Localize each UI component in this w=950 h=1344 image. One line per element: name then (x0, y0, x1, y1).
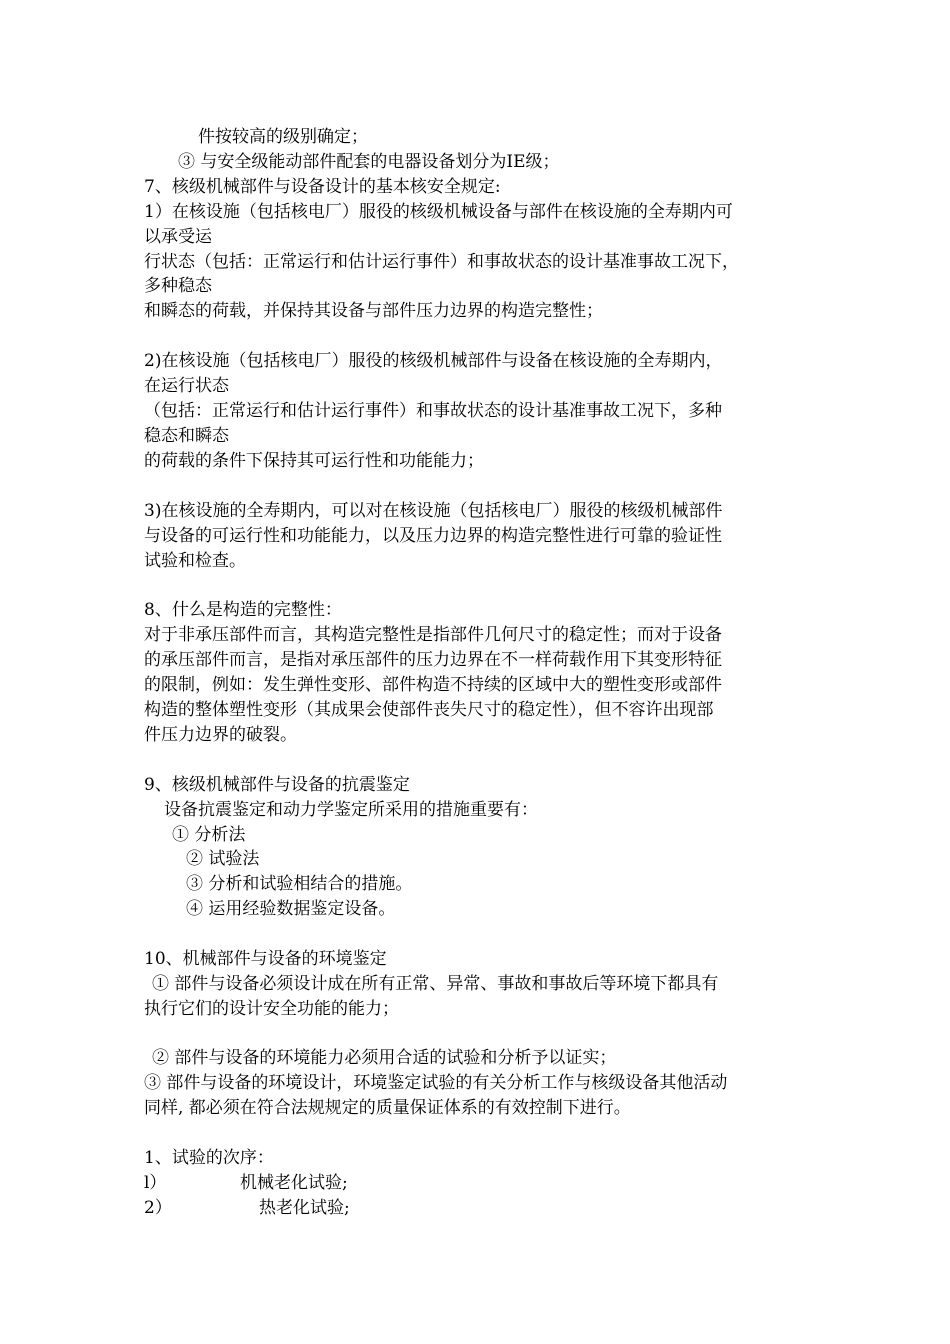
text-line-6: 行状态（包括：正常运行和估计运行事件）和事故状态的设计基准事故工况下， (144, 252, 739, 272)
text-line-2: ③ 与安全级能动部件配套的电器设备划分为IE级； (178, 152, 560, 172)
text-line-15: 与设备的可运行性和功能能力，以及压力边界的构造完整性进行可靠的验证性 (144, 526, 722, 546)
text-line-4: 1）在核设施（包括核电厂）服役的核级机械设备与部件在核设施的全寿期内可 (144, 202, 733, 222)
text-line-14: 3)在核设施的全寿期内，可以对在核设施（包括核电厂）服役的核级机械部件 (144, 501, 723, 521)
test-item-1-label: 机械老化试验; (240, 1173, 348, 1193)
text-line-8: 和瞬态的荷载，并保持其设备与部件压力边界的构造完整性； (144, 301, 603, 321)
list-item-3: ③ 分析和试验相结合的措施。 (186, 874, 413, 894)
text-line-33: ③ 部件与设备的环境设计，环境鉴定试验的有关分析工作与核级设备其他活动 (144, 1073, 728, 1093)
section-7-heading: 7、核级机械部件与设备设计的基本核安全规定: (144, 177, 501, 197)
list-item-4: ④ 运用经验数据鉴定设备。 (186, 899, 396, 919)
text-line-13: 的荷载的条件下保持其可运行性和功能能力； (144, 451, 484, 471)
text-line-10: 在运行状态 (144, 376, 229, 396)
text-line-9: 2)在核设施（包括核电厂）服役的核级机械部件与设备在核设施的全寿期内， (144, 351, 723, 371)
section-8-heading: 8、什么是构造的完整性： (144, 600, 342, 620)
text-line-11: （包括：正常运行和估计运行事件）和事故状态的设计基准事故工况下，多种 (144, 401, 722, 421)
text-line-12: 稳态和瞬态 (144, 426, 229, 446)
section-9-heading: 9、核级机械部件与设备的抗震鉴定 (144, 775, 410, 795)
text-line-20: 的限制，例如：发生弹性变形、部件构造不持续的区域中大的塑性变形或部件 (144, 675, 722, 695)
text-line-21: 构造的整体塑性变形（其成果会使部件丧失尺寸的稳定性），但不容许出现部 (144, 700, 714, 720)
text-line-30: ① 部件与设备必须设计成在所有正常、异常、事故和事故后等环境下都具有 (152, 974, 719, 994)
list-item-1: ① 分析法 (172, 825, 246, 845)
test-item-2-number: 2） (144, 1198, 172, 1218)
test-item-1-number: l） (144, 1173, 167, 1193)
text-line-19: 的承压部件而言，是指对承压部件的压力边界在不一样荷载作用下其变形特征 (144, 650, 722, 670)
test-order-heading: 1、试验的次序： (144, 1148, 274, 1168)
text-line-32: ② 部件与设备的环境能力必须用合适的试验和分析予以证实； (152, 1048, 617, 1068)
text-line-16: 试验和检查。 (144, 551, 246, 571)
text-line-24: 设备抗震鉴定和动力学鉴定所采用的措施重要有： (164, 800, 538, 820)
text-line-18: 对于非承压部件而言，其构造完整性是指部件几何尺寸的稳定性；而对于设备 (144, 625, 722, 645)
text-line-7: 多种稳态 (144, 276, 212, 296)
text-line-34: 同样, 都必须在符合法规规定的质量保证体系的有效控制下进行。 (144, 1098, 631, 1118)
text-line-31: 执行它们的设计安全功能的能力； (144, 999, 399, 1019)
text-line-5: 以承受运 (144, 227, 212, 247)
test-item-2-label: 热老化试验; (259, 1198, 350, 1218)
list-item-2: ② 试验法 (186, 849, 260, 869)
text-line-22: 件压力边界的破裂。 (144, 725, 297, 745)
text-line-1: 件按较高的级别确定； (198, 127, 368, 147)
section-10-heading: 10、机械部件与设备的环境鉴定 (144, 949, 387, 969)
